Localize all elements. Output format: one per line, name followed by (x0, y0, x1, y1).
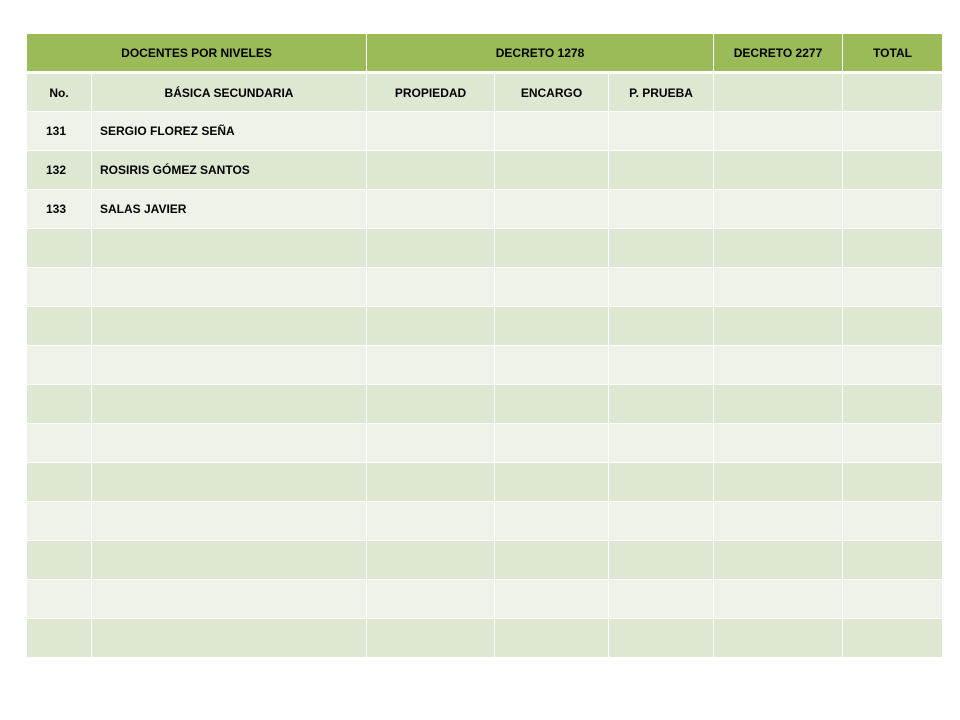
decreto-2277-cell (714, 112, 843, 151)
teacher-name-cell (92, 541, 367, 580)
teacher-name-cell (92, 307, 367, 346)
decreto-2277-cell (714, 619, 843, 658)
table-row (27, 151, 943, 190)
p-prueba-cell (609, 385, 714, 424)
subheader-encargo: ENCARGO (495, 73, 609, 112)
teacher-name-cell (92, 463, 367, 502)
encargo-cell (495, 151, 609, 190)
row-number-cell: 131 (27, 112, 92, 151)
decreto-2277-cell (714, 463, 843, 502)
propiedad-cell (367, 268, 495, 307)
header-decreto-2277: DECRETO 2277 (714, 34, 843, 73)
table-row (27, 190, 943, 229)
header-decreto-1278: DECRETO 1278 (367, 34, 714, 73)
table-row (27, 307, 943, 346)
encargo-cell (495, 424, 609, 463)
subheader-no: No. (27, 73, 92, 112)
decreto-2277-cell (714, 151, 843, 190)
row-number-cell (27, 424, 92, 463)
table-row (27, 502, 943, 541)
table-row (27, 268, 943, 307)
row-number-cell (27, 541, 92, 580)
propiedad-cell (367, 619, 495, 658)
encargo-cell (495, 112, 609, 151)
encargo-cell (495, 268, 609, 307)
teacher-name-cell (92, 619, 367, 658)
header-docentes-por-niveles: DOCENTES POR NIVELES (27, 34, 367, 73)
total-cell (843, 502, 943, 541)
encargo-cell (495, 580, 609, 619)
table-row (27, 463, 943, 502)
propiedad-cell (367, 580, 495, 619)
encargo-cell (495, 307, 609, 346)
row-number-cell (27, 229, 92, 268)
teacher-name-cell (92, 580, 367, 619)
p-prueba-cell (609, 268, 714, 307)
encargo-cell (495, 619, 609, 658)
teacher-name-cell (92, 229, 367, 268)
p-prueba-cell (609, 229, 714, 268)
teacher-name-cell: SALAS JAVIER (92, 190, 367, 229)
row-number-cell (27, 346, 92, 385)
total-cell (843, 541, 943, 580)
total-cell (843, 424, 943, 463)
encargo-cell (495, 463, 609, 502)
subheader-total-cell (843, 73, 943, 112)
propiedad-cell (367, 307, 495, 346)
table-row (27, 229, 943, 268)
header-total: TOTAL (843, 34, 943, 73)
propiedad-cell (367, 463, 495, 502)
teacher-name-cell: SERGIO FLOREZ SEÑA (92, 112, 367, 151)
total-cell (843, 619, 943, 658)
decreto-2277-cell (714, 424, 843, 463)
table-row (27, 112, 943, 151)
encargo-cell (495, 541, 609, 580)
teacher-name-cell (92, 424, 367, 463)
p-prueba-cell (609, 190, 714, 229)
p-prueba-cell (609, 619, 714, 658)
subheader-decreto-2277-cell (714, 73, 843, 112)
p-prueba-cell (609, 580, 714, 619)
encargo-cell (495, 229, 609, 268)
propiedad-cell (367, 151, 495, 190)
p-prueba-cell (609, 307, 714, 346)
encargo-cell (495, 502, 609, 541)
decreto-2277-cell (714, 502, 843, 541)
teacher-name-cell (92, 502, 367, 541)
row-number-cell (27, 268, 92, 307)
total-cell (843, 229, 943, 268)
teacher-name-cell (92, 346, 367, 385)
table-subheader-row (27, 73, 943, 112)
total-cell (843, 463, 943, 502)
row-number-cell (27, 463, 92, 502)
teacher-name-cell (92, 385, 367, 424)
subheader-basica-secundaria: BÁSICA SECUNDARIA (92, 73, 367, 112)
propiedad-cell (367, 502, 495, 541)
propiedad-cell (367, 190, 495, 229)
teachers-table (26, 33, 943, 658)
p-prueba-cell (609, 541, 714, 580)
p-prueba-cell (609, 502, 714, 541)
row-number-cell (27, 385, 92, 424)
propiedad-cell (367, 541, 495, 580)
row-number-cell (27, 619, 92, 658)
decreto-2277-cell (714, 268, 843, 307)
total-cell (843, 151, 943, 190)
propiedad-cell (367, 112, 495, 151)
total-cell (843, 307, 943, 346)
table-row (27, 541, 943, 580)
decreto-2277-cell (714, 229, 843, 268)
decreto-2277-cell (714, 190, 843, 229)
total-cell (843, 346, 943, 385)
teacher-name-cell (92, 268, 367, 307)
table-row (27, 619, 943, 658)
decreto-2277-cell (714, 385, 843, 424)
propiedad-cell (367, 424, 495, 463)
p-prueba-cell (609, 151, 714, 190)
total-cell (843, 580, 943, 619)
encargo-cell (495, 346, 609, 385)
encargo-cell (495, 385, 609, 424)
propiedad-cell (367, 229, 495, 268)
table-row (27, 346, 943, 385)
propiedad-cell (367, 385, 495, 424)
decreto-2277-cell (714, 541, 843, 580)
table-header-row (27, 34, 943, 73)
table-row (27, 424, 943, 463)
row-number-cell: 133 (27, 190, 92, 229)
encargo-cell (495, 190, 609, 229)
decreto-2277-cell (714, 580, 843, 619)
table-row (27, 385, 943, 424)
row-number-cell (27, 307, 92, 346)
total-cell (843, 385, 943, 424)
row-number-cell: 132 (27, 151, 92, 190)
row-number-cell (27, 502, 92, 541)
total-cell (843, 268, 943, 307)
propiedad-cell (367, 346, 495, 385)
teacher-name-cell: ROSIRIS GÓMEZ SANTOS (92, 151, 367, 190)
p-prueba-cell (609, 463, 714, 502)
p-prueba-cell (609, 424, 714, 463)
teachers-table-container (26, 33, 942, 658)
total-cell (843, 190, 943, 229)
p-prueba-cell (609, 346, 714, 385)
subheader-propiedad: PROPIEDAD (367, 73, 495, 112)
decreto-2277-cell (714, 307, 843, 346)
table-row (27, 580, 943, 619)
subheader-p-prueba: P. PRUEBA (609, 73, 714, 112)
row-number-cell (27, 580, 92, 619)
total-cell (843, 112, 943, 151)
decreto-2277-cell (714, 346, 843, 385)
p-prueba-cell (609, 112, 714, 151)
